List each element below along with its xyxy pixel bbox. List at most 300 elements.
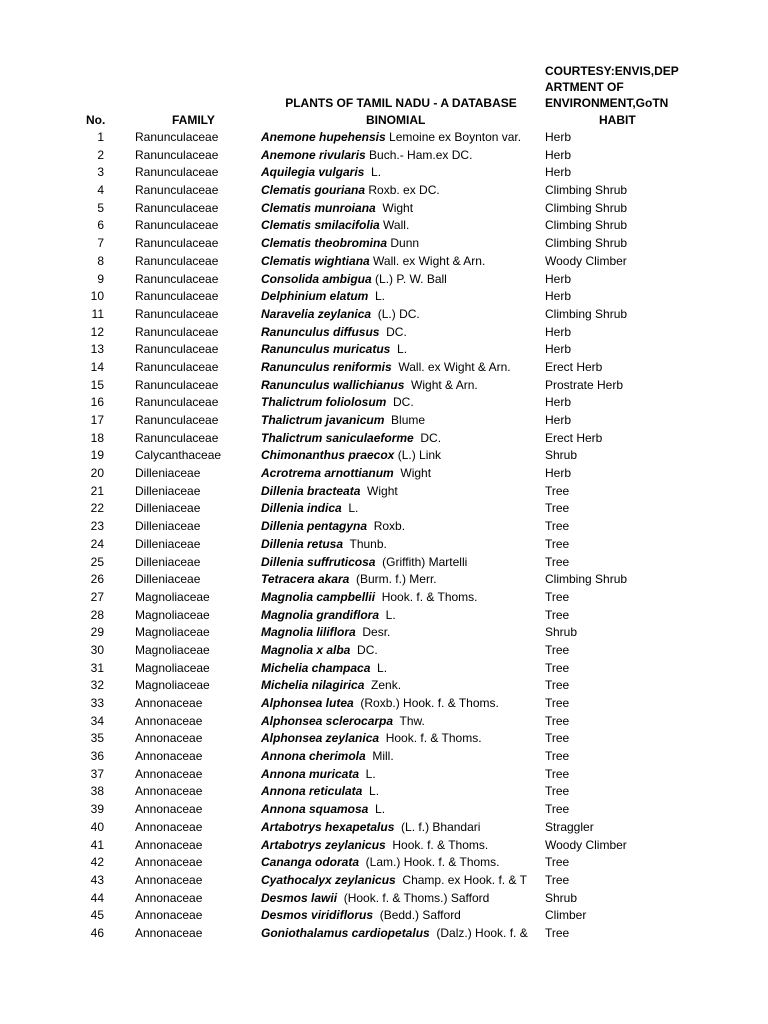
table-row xyxy=(0,748,768,766)
table-row xyxy=(0,819,768,837)
row-number: 45 xyxy=(90,908,104,923)
table-row xyxy=(0,872,768,890)
habit-cell: Erect Herb xyxy=(545,359,603,374)
table-row xyxy=(0,129,768,147)
table-row xyxy=(0,766,768,784)
column-header-family: FAMILY xyxy=(172,113,215,127)
author-citation: Roxb. xyxy=(367,519,406,534)
table-row xyxy=(0,890,768,908)
habit-cell: Tree xyxy=(545,713,570,728)
author-citation: Hook. f. & Thoms. xyxy=(375,589,478,604)
table-row xyxy=(0,554,768,572)
family-cell: Ranunculaceae xyxy=(135,147,219,162)
row-number: 1 xyxy=(97,130,104,144)
author-citation: (L.) P. W. Ball xyxy=(371,271,447,286)
author-citation: (Burm. f.) Merr. xyxy=(349,572,437,587)
author-citation: L. xyxy=(379,607,396,622)
family-cell: Annonaceae xyxy=(135,908,203,923)
scientific-name: Clematis wightiana xyxy=(261,253,370,268)
family-cell: Ranunculaceae xyxy=(135,218,219,233)
author-citation: Blume xyxy=(384,413,426,427)
habit-cell: Herb xyxy=(545,324,572,339)
habit-cell: Straggler xyxy=(545,819,594,834)
family-cell: Annonaceae xyxy=(135,713,203,728)
author-citation: Dunn xyxy=(387,236,420,251)
family-cell: Dilleniaceae xyxy=(135,554,201,569)
habit-cell: Tree xyxy=(545,731,570,746)
family-cell: Annonaceae xyxy=(135,696,203,710)
author-citation: (Roxb.) Hook. f. & Thoms. xyxy=(353,696,499,710)
table-row xyxy=(0,377,768,395)
binomial-cell xyxy=(261,164,545,182)
habit-cell: Tree xyxy=(545,749,570,764)
table-row xyxy=(0,164,768,182)
row-number: 20 xyxy=(90,466,104,481)
scientific-name: Delphinium elatum xyxy=(261,289,369,304)
author-citation: Wight xyxy=(360,483,398,498)
binomial-cell xyxy=(261,872,545,890)
scientific-name: Cananga odorata xyxy=(261,855,360,870)
habit-cell: Tree xyxy=(545,536,570,551)
table-row xyxy=(0,660,768,678)
binomial-cell xyxy=(261,394,545,412)
family-cell: Ranunculaceae xyxy=(135,413,219,427)
table-row xyxy=(0,200,768,218)
binomial-cell xyxy=(261,359,545,377)
habit-cell: Climbing Shrub xyxy=(545,236,628,251)
habit-cell: Herb xyxy=(545,466,572,481)
binomial-cell xyxy=(261,624,545,642)
habit-cell: Tree xyxy=(545,642,570,657)
row-number: 35 xyxy=(90,731,104,746)
binomial-cell xyxy=(261,235,545,253)
binomial-cell xyxy=(261,801,545,819)
author-citation: Wight xyxy=(393,466,432,481)
scientific-name: Desmos viridiflorus xyxy=(261,908,374,923)
family-cell: Magnoliaceae xyxy=(135,589,210,604)
binomial-cell xyxy=(261,217,545,235)
scientific-name: Alphonsea lutea xyxy=(261,696,354,710)
author-citation: DC. xyxy=(350,642,378,657)
binomial-cell xyxy=(261,518,545,536)
row-number: 23 xyxy=(90,519,104,534)
habit-cell: Herb xyxy=(545,147,572,162)
family-cell: Annonaceae xyxy=(135,837,203,852)
binomial-cell xyxy=(261,465,545,483)
row-number: 39 xyxy=(90,802,104,817)
family-cell: Ranunculaceae xyxy=(135,289,219,304)
scientific-name: Desmos lawii xyxy=(261,890,338,905)
habit-cell: Climber xyxy=(545,908,587,923)
author-citation: (Bedd.) Safford xyxy=(373,908,461,923)
family-cell: Annonaceae xyxy=(135,890,203,905)
author-citation: L. xyxy=(390,342,408,357)
table-row xyxy=(0,235,768,253)
row-number: 26 xyxy=(90,572,104,587)
family-cell: Ranunculaceae xyxy=(135,165,219,180)
author-citation: Wight xyxy=(375,200,414,215)
binomial-cell xyxy=(261,713,545,731)
binomial-cell xyxy=(261,271,545,289)
habit-cell: Tree xyxy=(545,678,570,693)
scientific-name: Dillenia indica xyxy=(261,501,342,516)
habit-cell: Tree xyxy=(545,607,570,622)
family-cell: Ranunculaceae xyxy=(135,183,219,198)
author-citation: (L.) DC. xyxy=(371,306,420,321)
author-citation: Lemoine ex Boynton var. xyxy=(385,130,522,144)
row-number: 17 xyxy=(90,413,104,427)
table-row xyxy=(0,677,768,695)
table-row xyxy=(0,695,768,713)
table-row xyxy=(0,217,768,235)
row-number: 7 xyxy=(97,236,104,251)
author-citation: Wall. xyxy=(379,218,410,233)
author-citation: (Griffith) Martelli xyxy=(375,554,468,569)
scientific-name: Ranunculus wallichianus xyxy=(261,377,405,392)
family-cell: Dilleniaceae xyxy=(135,501,201,516)
scientific-name: Artabotrys zeylanicus xyxy=(261,837,386,852)
author-citation: DC. xyxy=(379,324,407,339)
table-row xyxy=(0,253,768,271)
habit-cell: Herb xyxy=(545,271,572,286)
binomial-cell xyxy=(261,660,545,678)
row-number: 46 xyxy=(90,925,104,940)
table-row xyxy=(0,589,768,607)
family-cell: Annonaceae xyxy=(135,872,203,887)
habit-cell: Tree xyxy=(545,519,570,534)
row-number: 19 xyxy=(90,448,104,463)
binomial-cell xyxy=(261,430,545,448)
family-cell: Ranunculaceae xyxy=(135,306,219,321)
table-row xyxy=(0,447,768,465)
binomial-cell xyxy=(261,288,545,306)
binomial-cell xyxy=(261,554,545,572)
habit-cell: Climbing Shrub xyxy=(545,572,628,587)
family-cell: Dilleniaceae xyxy=(135,572,201,587)
binomial-cell xyxy=(261,571,545,589)
courtesy-note: COURTESY:ENVIS,DEP ARTMENT OF ENVIRONMENT,GoTN xyxy=(545,64,679,110)
row-number: 28 xyxy=(90,607,104,622)
habit-cell: Woody Climber xyxy=(545,837,627,852)
page-title: PLANTS OF TAMIL NADU - A DATABASE xyxy=(285,96,517,110)
table-row xyxy=(0,854,768,872)
habit-cell: Tree xyxy=(545,660,570,675)
column-header-no: No. xyxy=(86,113,106,127)
scientific-name: Dillenia suffruticosa xyxy=(261,554,376,569)
habit-cell: Tree xyxy=(545,925,570,940)
table-row xyxy=(0,147,768,165)
table-row xyxy=(0,359,768,377)
family-cell: Ranunculaceae xyxy=(135,271,219,286)
habit-cell: Prostrate Herb xyxy=(545,377,624,392)
scientific-name: Clematis munroiana xyxy=(261,200,376,215)
table-row xyxy=(0,394,768,412)
scientific-name: Cyathocalyx zeylanicus xyxy=(261,872,396,887)
family-cell: Calycanthaceae xyxy=(135,448,222,463)
family-cell: Magnoliaceae xyxy=(135,625,210,640)
family-cell: Ranunculaceae xyxy=(135,342,219,357)
table-row xyxy=(0,483,768,501)
family-cell: Annonaceae xyxy=(135,766,203,781)
binomial-cell xyxy=(261,500,545,518)
habit-cell: Tree xyxy=(545,554,570,569)
table-row xyxy=(0,801,768,819)
row-number: 3 xyxy=(97,165,104,180)
habit-cell: Shrub xyxy=(545,625,578,640)
habit-cell: Tree xyxy=(545,589,570,604)
author-citation: Buch.- Ham.ex DC. xyxy=(365,147,473,162)
habit-cell: Tree xyxy=(545,784,570,799)
family-cell: Annonaceae xyxy=(135,784,203,799)
binomial-cell xyxy=(261,748,545,766)
scientific-name: Anemone hupehensis xyxy=(261,130,386,144)
author-citation: Hook. f. & Thoms. xyxy=(379,731,482,746)
row-number: 8 xyxy=(97,253,104,268)
family-cell: Magnoliaceae xyxy=(135,678,210,693)
scientific-name: Michelia champaca xyxy=(261,660,371,675)
row-number: 18 xyxy=(90,430,104,445)
binomial-cell xyxy=(261,147,545,165)
binomial-cell xyxy=(261,483,545,501)
table-row xyxy=(0,925,768,943)
family-cell: Ranunculaceae xyxy=(135,236,219,251)
family-cell: Annonaceae xyxy=(135,749,203,764)
author-citation: Thunb. xyxy=(343,536,387,551)
habit-cell: Herb xyxy=(545,289,572,304)
habit-cell: Tree xyxy=(545,872,570,887)
row-number: 16 xyxy=(90,395,104,410)
scientific-name: Magnolia liliflora xyxy=(261,625,356,640)
table-row xyxy=(0,341,768,359)
habit-cell: Tree xyxy=(545,855,570,870)
author-citation: Wall. ex Wight & Arn. xyxy=(391,359,511,374)
author-citation: (Lam.) Hook. f. & Thoms. xyxy=(359,855,500,870)
author-citation: L. xyxy=(341,501,359,516)
author-citation: Desr. xyxy=(355,625,391,640)
author-citation: (L.) Link xyxy=(394,448,442,463)
scientific-name: Magnolia campbellii xyxy=(261,589,376,604)
scientific-name: Magnolia x alba xyxy=(261,642,351,657)
author-citation: L. xyxy=(359,766,376,781)
family-cell: Dilleniaceae xyxy=(135,519,201,534)
scientific-name: Clematis gouriana xyxy=(261,183,366,198)
habit-cell: Herb xyxy=(545,342,572,357)
row-number: 9 xyxy=(97,271,104,286)
binomial-cell xyxy=(261,536,545,554)
habit-cell: Tree xyxy=(545,501,570,516)
row-number: 42 xyxy=(90,855,104,870)
scientific-name: Clematis theobromina xyxy=(261,236,388,251)
binomial-cell xyxy=(261,783,545,801)
table-row xyxy=(0,607,768,625)
author-citation: Mill. xyxy=(365,749,394,764)
family-cell: Annonaceae xyxy=(135,731,203,746)
scientific-name: Tetracera akara xyxy=(261,572,350,587)
scientific-name: Annona squamosa xyxy=(261,802,369,817)
scientific-name: Artabotrys hexapetalus xyxy=(261,819,395,834)
binomial-cell xyxy=(261,907,545,925)
binomial-cell xyxy=(261,589,545,607)
author-citation: (Hook. f. & Thoms.) Safford xyxy=(337,890,490,905)
scientific-name: Clematis smilacifolia xyxy=(261,218,380,233)
binomial-cell xyxy=(261,925,545,943)
family-cell: Ranunculaceae xyxy=(135,377,219,392)
table-row xyxy=(0,324,768,342)
binomial-cell xyxy=(261,642,545,660)
habit-cell: Herb xyxy=(545,130,572,144)
column-header-binomial: BINOMIAL xyxy=(366,113,426,127)
table-row xyxy=(0,783,768,801)
binomial-cell xyxy=(261,129,545,147)
author-citation: (Dalz.) Hook. f. & xyxy=(429,925,528,940)
table-row xyxy=(0,571,768,589)
table-row xyxy=(0,306,768,324)
binomial-cell xyxy=(261,182,545,200)
table-row xyxy=(0,642,768,660)
row-number: 12 xyxy=(90,324,104,339)
family-cell: Annonaceae xyxy=(135,802,203,817)
row-number: 13 xyxy=(90,342,104,357)
scientific-name: Thalictrum javanicum xyxy=(261,413,385,427)
row-number: 30 xyxy=(90,642,104,657)
row-number: 25 xyxy=(90,554,104,569)
scientific-name: Magnolia grandiflora xyxy=(261,607,380,622)
family-cell: Annonaceae xyxy=(135,819,203,834)
binomial-cell xyxy=(261,837,545,855)
habit-cell: Tree xyxy=(545,696,570,710)
family-cell: Ranunculaceae xyxy=(135,253,219,268)
habit-cell: Tree xyxy=(545,802,570,817)
row-number: 2 xyxy=(97,147,104,162)
scientific-name: Ranunculus reniformis xyxy=(261,359,392,374)
row-number: 44 xyxy=(90,890,104,905)
row-number: 27 xyxy=(90,589,104,604)
family-cell: Ranunculaceae xyxy=(135,430,219,445)
habit-cell: Herb xyxy=(545,413,572,427)
table-row xyxy=(0,271,768,289)
binomial-cell xyxy=(261,200,545,218)
habit-cell: Tree xyxy=(545,766,570,781)
family-cell: Dilleniaceae xyxy=(135,466,201,481)
table-row xyxy=(0,713,768,731)
row-number: 5 xyxy=(97,200,104,215)
binomial-cell xyxy=(261,306,545,324)
family-cell: Ranunculaceae xyxy=(135,395,219,410)
binomial-cell xyxy=(261,730,545,748)
table-row xyxy=(0,465,768,483)
table-row xyxy=(0,536,768,554)
table-row xyxy=(0,430,768,448)
habit-cell: Climbing Shrub xyxy=(545,183,628,198)
row-number: 14 xyxy=(90,359,104,374)
habit-cell: Shrub xyxy=(545,448,578,463)
family-cell: Annonaceae xyxy=(135,855,203,870)
binomial-cell xyxy=(261,412,545,430)
scientific-name: Annona cherimola xyxy=(261,749,366,764)
row-number: 11 xyxy=(91,306,104,321)
binomial-cell xyxy=(261,695,545,713)
scientific-name: Thalictrum foliolosum xyxy=(261,395,387,410)
binomial-cell xyxy=(261,766,545,784)
family-cell: Ranunculaceae xyxy=(135,359,219,374)
author-citation: L. xyxy=(362,784,380,799)
row-number: 37 xyxy=(90,766,104,781)
scientific-name: Dillenia bracteata xyxy=(261,483,361,498)
row-number: 31 xyxy=(90,660,104,675)
author-citation: Wight & Arn. xyxy=(404,377,478,392)
habit-cell: Erect Herb xyxy=(545,430,603,445)
author-citation: Hook. f. & Thoms. xyxy=(385,837,489,852)
family-cell: Magnoliaceae xyxy=(135,660,210,675)
author-citation: Thw. xyxy=(393,713,425,728)
row-number: 4 xyxy=(97,183,104,198)
binomial-cell xyxy=(261,819,545,837)
row-number: 21 xyxy=(90,483,104,498)
author-citation: L. xyxy=(364,165,382,180)
author-citation: Wall. ex Wight & Arn. xyxy=(369,253,486,268)
table-row xyxy=(0,837,768,855)
scientific-name: Alphonsea zeylanica xyxy=(261,731,380,746)
scientific-name: Dillenia retusa xyxy=(261,536,344,551)
author-citation: L. xyxy=(370,660,388,675)
table-row xyxy=(0,624,768,642)
row-number: 33 xyxy=(90,696,104,710)
binomial-cell xyxy=(261,447,545,465)
binomial-cell xyxy=(261,377,545,395)
scientific-name: Chimonanthus praecox xyxy=(261,448,395,463)
row-number: 38 xyxy=(90,784,104,799)
scientific-name: Consolida ambigua xyxy=(261,271,372,286)
scientific-name: Aquilegia vulgaris xyxy=(261,165,365,180)
binomial-cell xyxy=(261,341,545,359)
row-number: 36 xyxy=(90,749,104,764)
family-cell: Dilleniaceae xyxy=(135,483,201,498)
plant-table xyxy=(0,129,768,943)
binomial-cell xyxy=(261,607,545,625)
row-number: 32 xyxy=(90,678,104,693)
habit-cell: Herb xyxy=(545,165,572,180)
row-number: 41 xyxy=(90,837,104,852)
family-cell: Ranunculaceae xyxy=(135,130,219,144)
binomial-cell xyxy=(261,324,545,342)
table-row xyxy=(0,907,768,925)
row-number: 40 xyxy=(90,819,104,834)
row-number: 43 xyxy=(90,872,104,887)
table-row xyxy=(0,518,768,536)
scientific-name: Dillenia pentagyna xyxy=(261,519,368,534)
family-cell: Ranunculaceae xyxy=(135,200,219,215)
author-citation: L. xyxy=(368,802,386,817)
scientific-name: Annona reticulata xyxy=(261,784,363,799)
scientific-name: Acrotrema arnottianum xyxy=(261,466,394,481)
column-header-habit: HABIT xyxy=(599,113,636,127)
habit-cell: Woody Climber xyxy=(545,253,627,268)
scientific-name: Thalictrum saniculaeforme xyxy=(261,430,414,445)
row-number: 22 xyxy=(90,501,104,516)
table-row xyxy=(0,412,768,430)
table-row xyxy=(0,730,768,748)
row-number: 29 xyxy=(90,625,104,640)
author-citation: (L. f.) Bhandari xyxy=(394,819,481,834)
table-row xyxy=(0,500,768,518)
habit-cell: Climbing Shrub xyxy=(545,200,628,215)
habit-cell: Shrub xyxy=(545,890,578,905)
author-citation: DC. xyxy=(386,395,414,410)
author-citation: DC. xyxy=(413,430,442,445)
family-cell: Annonaceae xyxy=(135,925,203,940)
row-number: 24 xyxy=(90,536,104,551)
row-number: 6 xyxy=(97,218,104,233)
